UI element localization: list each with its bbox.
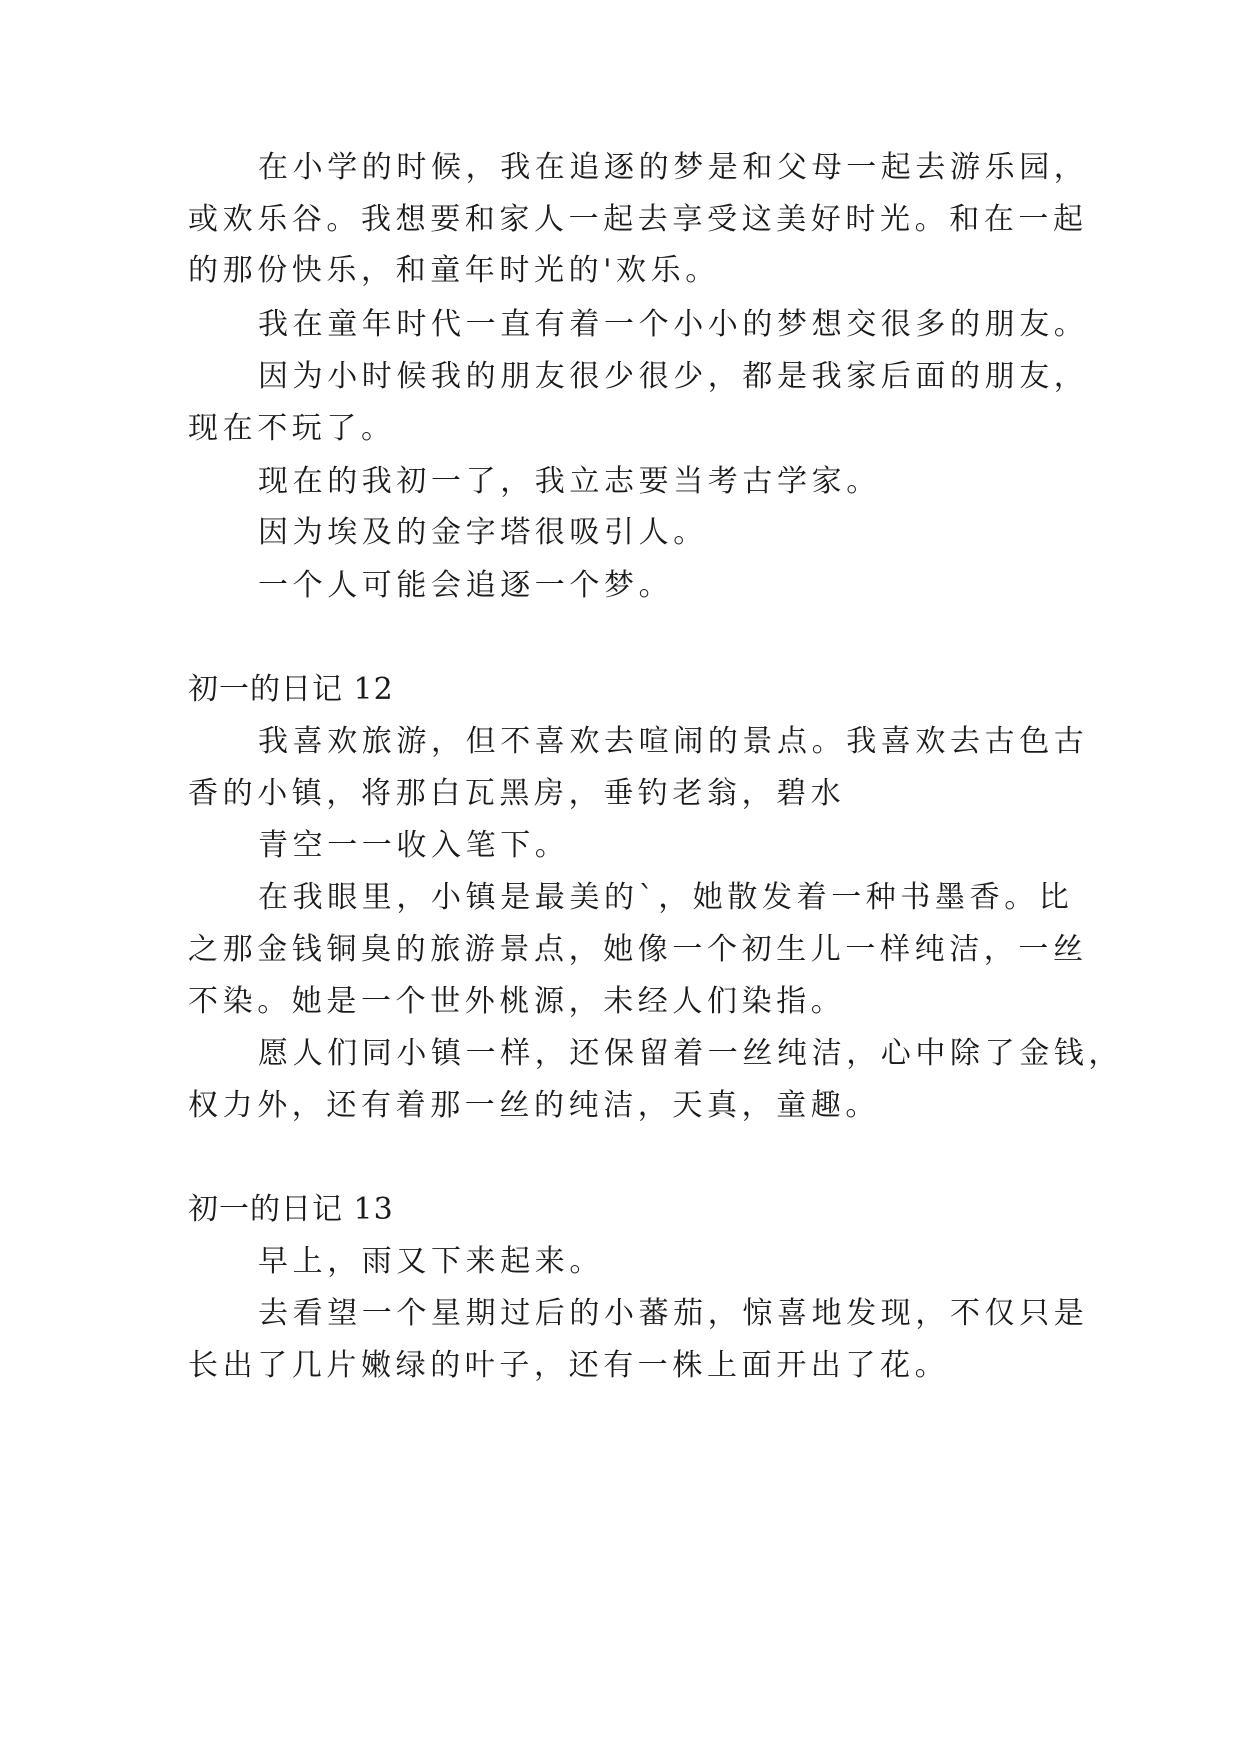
text-line: 在小学的时候，我在追逐的梦是和父母一起去游乐园，: [258, 150, 1089, 185]
text-line: 去看望一个星期过后的小蕃茄，惊喜地发现，不仅只是: [258, 1296, 1089, 1331]
text-line: 因为埃及的金字塔很吸引人。: [258, 515, 708, 550]
section-title: 初一的日记 12: [188, 672, 394, 707]
text-line: 之那金钱铜臭的旅游景点，她像一个初生儿一样纯洁，一丝: [188, 932, 1088, 967]
text-line: 一个人可能会追逐一个梦。: [258, 568, 674, 603]
text-line: 的那份快乐，和童年时光的'欢乐。: [188, 253, 720, 288]
text-line: 不染。她是一个世外桃源，未经人们染指。: [188, 984, 846, 1019]
text-line: 现在的我初一了，我立志要当考古学家。: [258, 464, 881, 499]
text-line: 因为小时候我的朋友很少很少，都是我家后面的朋友，: [258, 359, 1089, 394]
text-line: 权力外，还有着那一丝的纯洁，天真，童趣。: [188, 1088, 880, 1123]
text-line: 现在不玩了。: [188, 411, 396, 446]
text-line: 青空一一收入笔下。: [258, 828, 570, 863]
text-line: 我在童年时代一直有着一个小小的梦想交很多的朋友。: [258, 307, 1089, 342]
text-line: 香的小镇，将那白瓦黑房，垂钓老翁，碧水: [188, 776, 846, 811]
text-line: 早上，雨又下来起来。: [258, 1244, 604, 1279]
section-title: 初一的日记 13: [188, 1192, 394, 1227]
text-line: 我喜欢旅游，但不喜欢去喧闹的景点。我喜欢去古色古: [258, 724, 1089, 759]
text-line: 或欢乐谷。我想要和家人一起去享受这美好时光。和在一起: [188, 202, 1088, 237]
text-line: 长出了几片嫩绿的叶子，还有一株上面开出了花。: [188, 1348, 950, 1383]
text-line: 愿人们同小镇一样，还保留着一丝纯洁，心中除了金钱，: [258, 1036, 1123, 1071]
text-line: 在我眼里，小镇是最美的`，她散发着一种书墨香。比: [258, 880, 1074, 915]
